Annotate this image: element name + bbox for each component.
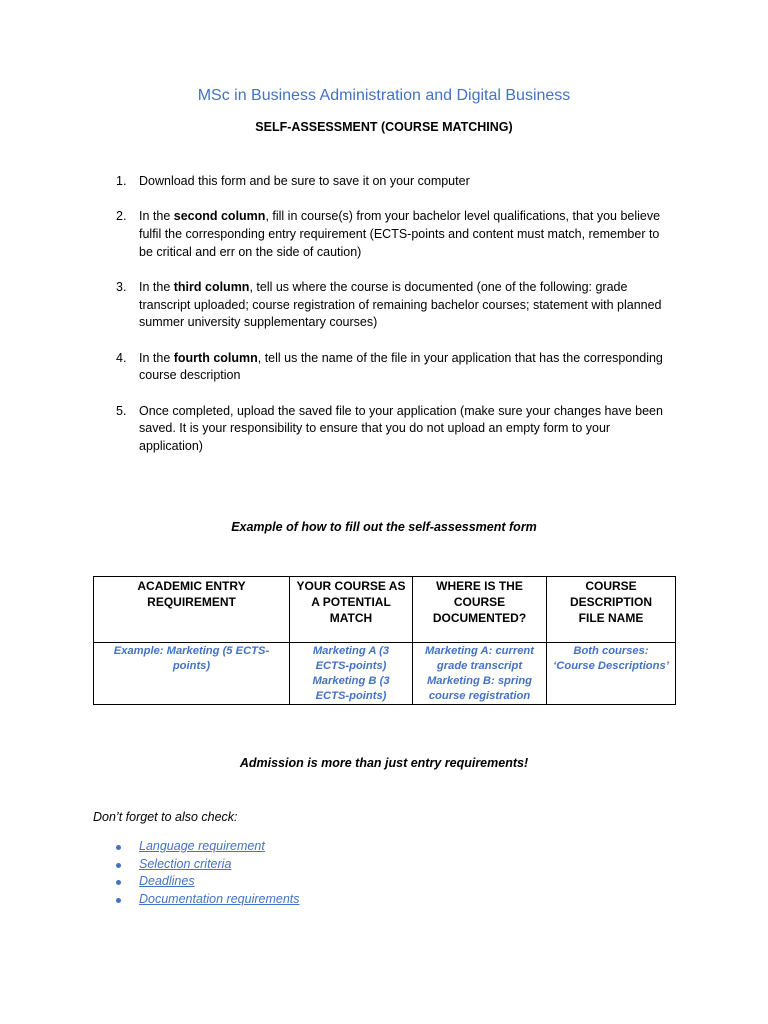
header-line: DESCRIPTION	[569, 595, 652, 609]
cell-line: course registration	[428, 690, 531, 702]
check-link-list	[116, 838, 300, 908]
header-line: YOUR COURSE AS	[296, 579, 406, 593]
admission-note: Admission is more than just entry requirements!	[239, 756, 529, 770]
cell-line: ECTS-points)	[315, 660, 387, 672]
step-number: 2.	[116, 209, 127, 224]
step-text: In the	[139, 280, 174, 294]
cell-line: Marketing B: spring	[426, 675, 533, 687]
bullet-icon	[116, 863, 121, 868]
header-line: DOCUMENTED?	[432, 611, 527, 625]
instruction-step	[116, 279, 676, 332]
table-row	[94, 643, 676, 705]
step-text: Once completed, upload the saved file to your application (make sure your changes have been saved. It is your responsibility to ensure that you do not upload an empty form to your application)	[139, 403, 663, 454]
cell-line: Both courses:	[573, 645, 649, 657]
documentation-requirements-link[interactable]: Documentation requirements	[139, 891, 300, 906]
table-cell-course-match	[290, 643, 413, 705]
step-text-rest: , tell us where the course is documented (one of the following: grade transcript uploaded; course registration of remaining bachelor courses; statement with planned summer university supplementary courses)	[139, 280, 662, 330]
header-line: COURSE	[453, 595, 506, 609]
list-item	[116, 838, 300, 856]
check-intro: Don’t forget to also check:	[93, 810, 238, 824]
cell-line: ECTS-points)	[315, 690, 387, 702]
instruction-step	[116, 403, 676, 456]
step-number: 3.	[116, 280, 127, 294]
instruction-step	[116, 350, 676, 385]
table-cell-documented	[413, 643, 547, 705]
deadlines-link[interactable]: Deadlines	[139, 874, 195, 889]
step-number: 1.	[116, 174, 127, 188]
list-item	[116, 873, 300, 891]
header-line: FILE NAME	[578, 611, 644, 625]
cell-line: grade transcript	[436, 660, 523, 672]
step-text: In the	[139, 350, 174, 365]
list-item	[116, 856, 300, 874]
step-text-rest: , fill in course(s) from your bachelor level qualifications, that you believe fulfil the corresponding entry requirement (ECTS-points and content must match, remember to be critical and err on the side of caution)	[139, 209, 661, 259]
header-line: WHERE IS THE	[436, 579, 523, 593]
header-line: A POTENTIAL	[311, 595, 391, 609]
selection-criteria-link[interactable]: Selection criteria	[139, 856, 232, 871]
header-where-documented	[413, 577, 547, 643]
step-text: Download this form and be sure to save it on your computer	[139, 174, 470, 188]
table-header-row	[94, 577, 676, 643]
header-line: ACADEMIC ENTRY	[137, 579, 246, 593]
step-bold-text: third column	[173, 280, 250, 294]
step-bold-text: second column	[173, 209, 266, 224]
cell-line: Marketing A (3	[312, 645, 390, 657]
cell-line: Marketing B (3	[312, 675, 390, 687]
cell-line: points)	[172, 660, 211, 672]
instruction-step	[116, 173, 676, 191]
language-requirement-link[interactable]: Language requirement	[139, 839, 265, 853]
step-number: 4.	[116, 350, 127, 365]
header-line: MATCH	[329, 611, 373, 625]
header-course-description-file	[547, 577, 676, 643]
step-bold-text: fourth column	[173, 350, 258, 365]
header-academic-entry-requirement	[94, 577, 290, 643]
page-title: MSc in Business Administration and Digital Business	[197, 87, 571, 104]
instruction-list	[116, 173, 676, 473]
header-line: COURSE	[585, 579, 637, 593]
cell-line: ‘Course Descriptions’	[553, 660, 669, 672]
header-line: REQUIREMENT	[147, 595, 236, 609]
example-table	[93, 576, 676, 705]
page-subtitle: SELF-ASSESSMENT (COURSE MATCHING)	[255, 120, 513, 134]
cell-line: Example: Marketing (5 ECTS-	[113, 645, 270, 657]
table-cell-file-name	[547, 643, 676, 705]
bullet-icon	[116, 880, 121, 885]
example-heading: Example of how to fill out the self-assessment form	[231, 520, 537, 534]
instruction-step	[116, 208, 676, 261]
bullet-icon	[116, 845, 121, 850]
step-text: In the	[139, 209, 174, 224]
bullet-icon	[116, 898, 121, 903]
step-text-rest: , tell us the name of the file in your application that has the corresponding course description	[139, 350, 663, 383]
list-item	[116, 891, 300, 909]
header-your-course-match	[290, 577, 413, 643]
step-number: 5.	[116, 403, 127, 418]
table-cell-requirement	[94, 643, 290, 705]
cell-line: Marketing A: current	[425, 645, 534, 657]
